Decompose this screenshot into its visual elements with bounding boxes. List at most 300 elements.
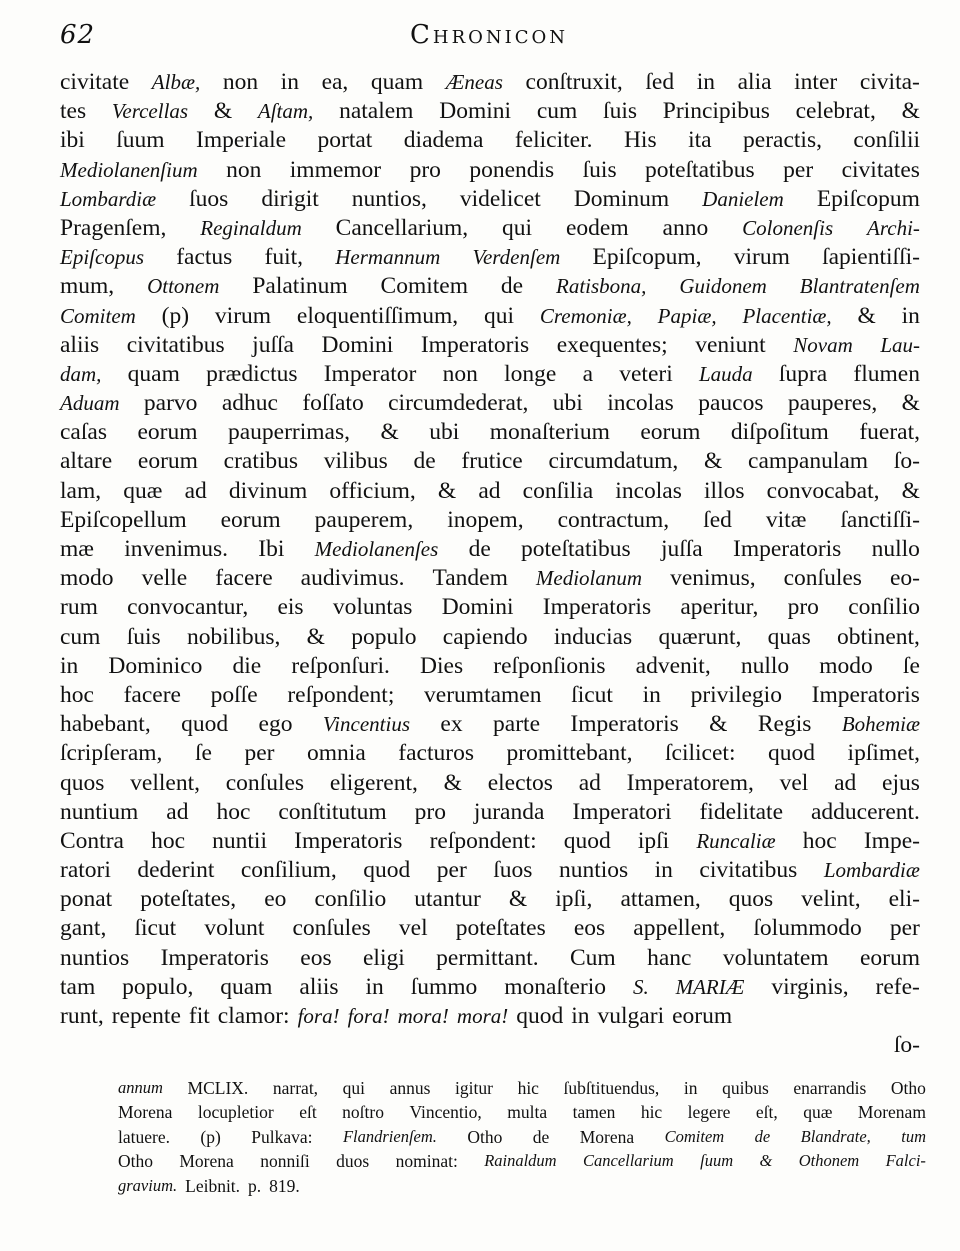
footnotes: [118, 1076, 926, 1198]
word: qui: [342, 1078, 366, 1098]
word: qui: [483, 302, 514, 329]
word: ſuis: [126, 623, 161, 650]
text-line: [60, 447, 920, 476]
word: officium,: [329, 477, 416, 504]
word: longe: [504, 360, 557, 387]
word: illos: [704, 477, 745, 504]
word: quos: [60, 769, 105, 796]
word: mum,: [60, 273, 115, 300]
word: &: [901, 390, 920, 417]
italic-word: Guidonem: [679, 274, 767, 299]
word: obtinent,: [837, 623, 920, 650]
word: Comitem: [380, 273, 469, 300]
word: promittebant,: [506, 740, 633, 767]
word: alia: [737, 69, 772, 95]
word: privilegio: [690, 681, 782, 708]
word: convocantur,: [127, 594, 249, 621]
word: &: [437, 477, 457, 504]
word: latuere.: [118, 1126, 170, 1147]
word: juſſa: [660, 536, 703, 562]
word: a: [582, 360, 593, 387]
word: ſanctiſſi-: [840, 506, 920, 533]
word: ratori: [60, 857, 111, 884]
word: quærunt,: [658, 623, 742, 650]
word: vel: [779, 769, 809, 796]
word: quæ: [123, 477, 163, 504]
word: flumen: [853, 360, 920, 387]
word: Leibnit.: [185, 1175, 241, 1196]
word: Principibus: [662, 98, 770, 125]
italic-word: fora!: [297, 1004, 340, 1028]
word: hoc: [151, 827, 186, 854]
word: modo: [60, 565, 114, 592]
word: ſed: [645, 69, 675, 95]
word: volunt: [204, 915, 265, 942]
footnote-line: [118, 1125, 926, 1149]
word: non: [442, 360, 478, 387]
word: Domini: [441, 594, 514, 621]
word: eo-: [889, 565, 920, 592]
word: Impe-: [863, 827, 920, 854]
word: &: [213, 98, 233, 125]
word: nominat:: [395, 1151, 458, 1172]
word: non: [226, 156, 262, 183]
word: Imperatoris: [294, 827, 403, 854]
word: adducerent.: [810, 798, 920, 825]
word: nullo: [740, 652, 790, 679]
word: cum: [536, 98, 578, 125]
word: ea,: [321, 69, 349, 95]
word: veniunt: [695, 331, 766, 358]
italic-word: Papiæ,: [657, 303, 717, 328]
word: legere: [687, 1102, 731, 1123]
word: &: [901, 98, 920, 125]
word: eos: [573, 915, 606, 942]
word: conſilium,: [240, 857, 337, 884]
italic-word: Cancellarium: [582, 1151, 674, 1171]
word: eli-: [888, 886, 920, 913]
word: ſuum: [116, 127, 165, 154]
word: Dominico: [108, 652, 203, 679]
italic-word: Blandrate,: [800, 1126, 871, 1146]
italic-word: Vincentius: [322, 712, 410, 737]
italic-word: &: [759, 1151, 773, 1171]
word: tes: [60, 98, 87, 125]
word: die: [232, 652, 262, 679]
word: conſules: [783, 565, 862, 592]
word: utantur: [414, 886, 481, 913]
word: fuerat,: [859, 419, 920, 446]
word: Morena: [579, 1126, 635, 1147]
word: nullo: [871, 536, 920, 562]
word: Morena: [118, 1102, 173, 1123]
word: foſſato: [302, 390, 364, 417]
word: ſe: [194, 740, 212, 767]
word: velle: [141, 565, 188, 592]
word: eos: [300, 944, 332, 971]
italic-word: Reginaldum: [200, 215, 302, 240]
word: narrat,: [272, 1078, 319, 1098]
word: virum: [214, 302, 272, 329]
word: pro: [414, 798, 446, 825]
word: invenimus.: [124, 536, 229, 562]
word: advenit,: [635, 652, 711, 679]
word: inter: [794, 69, 838, 95]
word: poteſtates,: [140, 886, 237, 913]
word: hoc: [802, 827, 837, 854]
word: prædictus: [206, 360, 298, 387]
word: eligi: [363, 944, 405, 971]
word: ad: [166, 798, 189, 825]
word: poteſtatibus: [521, 536, 631, 562]
word: circumdatum,: [548, 448, 679, 475]
italic-word: S.: [632, 974, 649, 999]
word: ſolummodo: [753, 915, 862, 942]
word: eligerent,: [329, 769, 418, 796]
word: altare: [60, 448, 113, 475]
word: conſilia: [522, 477, 594, 504]
word: quos: [728, 886, 774, 913]
word: eodem: [565, 214, 629, 241]
word: feliciter.: [514, 127, 593, 154]
word: eloquentiſſimum,: [296, 302, 459, 329]
word: attamen,: [620, 886, 701, 913]
word: pro: [787, 594, 819, 621]
word: facturos: [398, 740, 474, 767]
word: cratibus: [223, 448, 299, 475]
text-line: [60, 856, 920, 885]
text-line: [60, 652, 920, 681]
italic-word: Ratisbona,: [556, 274, 647, 299]
word: peractis,: [743, 127, 822, 154]
word: ad: [478, 477, 501, 504]
word: pauperem,: [314, 506, 414, 533]
word: facere: [215, 565, 273, 592]
word: Imperatoris: [542, 594, 652, 621]
word: ipſi,: [555, 886, 593, 913]
word: per: [783, 156, 814, 183]
word: fuit,: [264, 244, 304, 271]
word: Imperatoris: [160, 944, 269, 971]
text-line: [60, 593, 920, 622]
word: civitate: [60, 69, 130, 95]
word: Otho: [467, 1126, 503, 1147]
word: in: [654, 857, 673, 884]
word: clamor:: [217, 1003, 290, 1029]
italic-word: Colonenſis: [742, 215, 834, 240]
word: MCLIX.: [187, 1078, 249, 1098]
text-line: [60, 681, 920, 710]
text-line: [60, 973, 920, 1002]
word: cum: [60, 623, 101, 650]
word: Imperiale: [196, 127, 287, 154]
text-line: [60, 1002, 920, 1031]
word: electos: [487, 769, 553, 796]
running-title: Chronicon: [410, 20, 569, 50]
word: de: [413, 448, 436, 475]
text-line: [60, 798, 920, 827]
word: annus: [389, 1078, 431, 1098]
italic-word: Lombardiæ: [60, 186, 157, 211]
word: diadema: [403, 127, 484, 154]
word: fit: [188, 1003, 210, 1029]
word: eorum: [137, 448, 198, 475]
italic-word: MARIÆ: [675, 974, 745, 999]
running-head: [60, 20, 920, 60]
word: reſpondent:: [429, 827, 537, 854]
word: ſicut: [134, 915, 177, 942]
word: vitæ: [765, 506, 807, 533]
word: Contra: [60, 827, 124, 854]
word: ſed: [703, 506, 732, 533]
italic-word: Vercellas: [111, 99, 189, 124]
italic-word: annum: [118, 1078, 163, 1097]
word: videlicet: [459, 185, 541, 212]
footnote-line: [118, 1174, 926, 1198]
italic-word: Hermannum: [335, 245, 441, 270]
word: circumdederat,: [388, 390, 529, 417]
word: in: [365, 973, 384, 1000]
italic-word: Cremoniæ,: [539, 303, 632, 328]
word: in: [642, 681, 661, 708]
word: reſponſionis: [493, 652, 606, 679]
word: divinum: [228, 477, 308, 504]
word: Imperatoris: [733, 536, 842, 562]
word: Dies: [420, 652, 464, 679]
word: ponendis: [469, 156, 555, 183]
italic-word: tum: [901, 1126, 926, 1146]
text-line: [60, 535, 920, 564]
italic-word: Bohemiæ: [841, 712, 920, 737]
word: quod: [181, 711, 229, 738]
word: Ibi: [258, 536, 285, 562]
italic-word: fora!: [347, 1004, 390, 1028]
word: per: [436, 857, 467, 884]
word: conſilii: [853, 127, 920, 154]
word: eorum: [672, 1003, 733, 1029]
word: Otho: [118, 1151, 153, 1172]
word: ſo-: [893, 448, 920, 475]
word: quam: [220, 973, 273, 1000]
italic-word: dam,: [60, 361, 102, 386]
word: dederint: [137, 857, 215, 884]
word: reſponſuri.: [291, 652, 390, 679]
text-line: [60, 769, 920, 798]
word: populo: [351, 623, 417, 650]
word: nuntios: [60, 944, 130, 971]
word: modo: [819, 652, 873, 679]
word: aliis: [60, 331, 100, 358]
word: His: [623, 127, 657, 154]
text-line: [60, 68, 920, 97]
word: civita-: [859, 69, 920, 95]
word: factus: [176, 244, 233, 271]
text-line: [60, 885, 920, 914]
text-line: [60, 126, 920, 155]
word: per: [889, 915, 920, 942]
text-line: [60, 360, 920, 389]
word: ita: [688, 127, 712, 154]
italic-word: Lauda: [698, 361, 753, 386]
word: ſuos: [493, 857, 533, 884]
footnote-line: [118, 1076, 926, 1100]
italic-word: Aduam: [60, 391, 120, 416]
italic-word: gravium.: [118, 1175, 178, 1195]
word: in: [696, 69, 715, 95]
italic-word: Archi-: [867, 215, 920, 240]
word: Imperatoris: [570, 711, 679, 738]
italic-word: mora!: [456, 1004, 509, 1028]
word: caſas: [60, 419, 107, 446]
word: Morena: [179, 1151, 234, 1172]
word: eorum: [220, 506, 281, 533]
italic-word: Albæ,: [151, 70, 201, 94]
word: hoc: [216, 798, 251, 825]
word: &: [306, 623, 325, 650]
word: ipſimet,: [847, 740, 920, 767]
word: ejus: [882, 769, 920, 796]
word: permittant.: [436, 944, 539, 971]
word: hic: [640, 1102, 663, 1123]
italic-word: Novam: [793, 332, 853, 357]
word: conſtruxit,: [525, 69, 623, 95]
word: hic: [517, 1078, 539, 1098]
word: &: [443, 769, 462, 796]
word: ſe: [902, 652, 920, 679]
word: pro: [409, 156, 441, 183]
word: ſapientiſſi-: [822, 244, 920, 271]
word: Pulkava:: [251, 1126, 313, 1147]
word: eorum: [137, 419, 198, 446]
word: in: [683, 1078, 698, 1098]
word: reſpondent;: [287, 681, 395, 708]
word: incolas: [607, 390, 674, 417]
italic-word: mora!: [397, 1004, 449, 1028]
word: Morenam: [857, 1102, 926, 1123]
word: &: [380, 419, 399, 446]
word: runt,: [60, 1003, 104, 1029]
word: vilibus: [323, 448, 388, 475]
word: (p): [200, 1126, 221, 1147]
text-line: [60, 272, 920, 301]
word: de: [468, 536, 491, 562]
word: ipſi: [637, 827, 670, 854]
word: quas: [767, 623, 811, 650]
word: ubi: [552, 390, 583, 417]
word: frutice: [461, 448, 523, 475]
word: dirigit: [261, 185, 319, 212]
word: ego: [258, 711, 293, 738]
word: exequentes;: [556, 331, 668, 358]
word: lam,: [60, 477, 102, 504]
word: convocabat,: [766, 477, 880, 504]
word: Epiſcopellum: [60, 506, 187, 533]
word: aliis: [299, 973, 339, 1000]
word: ibi: [60, 127, 85, 154]
italic-word: Ottonem: [147, 274, 220, 299]
word: conſules: [225, 769, 305, 796]
word: immemor: [289, 156, 382, 183]
word: ad: [834, 769, 857, 796]
text-line: [60, 506, 920, 535]
word: pauperes,: [787, 390, 878, 417]
word: in: [280, 69, 299, 95]
word: nuntii: [212, 827, 267, 854]
word: repente: [111, 1003, 181, 1029]
word: vel: [398, 915, 428, 942]
word: eis: [277, 594, 304, 621]
word: diſpoſitum: [730, 419, 829, 446]
word: paucos: [698, 390, 764, 417]
italic-word: Placentiæ,: [742, 303, 832, 328]
italic-word: Epiſcopus: [60, 245, 144, 270]
text-line: [60, 331, 920, 360]
word: Imperatoris: [420, 331, 530, 358]
word: in: [571, 1003, 590, 1029]
text-line: [60, 914, 920, 943]
word: audivimus.: [300, 565, 405, 592]
word: gant,: [60, 915, 107, 942]
word: multa: [507, 1102, 548, 1123]
word: nobilibus,: [187, 623, 281, 650]
word: juſſa: [252, 331, 294, 358]
word: ſuos: [189, 185, 229, 212]
word: aperitur,: [680, 594, 759, 621]
word: (p): [161, 302, 190, 329]
word: conſilio: [848, 594, 920, 621]
word: in: [60, 652, 79, 679]
word: portat: [317, 127, 373, 154]
word: parvo: [143, 390, 198, 417]
word: quibus: [722, 1078, 769, 1098]
word: per: [244, 740, 275, 767]
word: inopem,: [447, 506, 524, 533]
text-line: [60, 243, 920, 272]
word: igitur: [455, 1078, 493, 1098]
word: virum: [733, 244, 790, 271]
word: juranda: [473, 798, 545, 825]
word: Epiſcopum,: [592, 244, 702, 271]
word: civitatibus: [126, 331, 225, 358]
catchword-line: [60, 1031, 920, 1060]
word: campanulam: [748, 448, 869, 475]
word: virginis,: [771, 973, 849, 1000]
word: Imperatori: [572, 798, 672, 825]
italic-word: Othonem: [798, 1151, 860, 1171]
italic-word: Æneas: [445, 70, 503, 94]
word: Dominum: [573, 185, 670, 212]
word: habebant,: [60, 711, 151, 738]
text-line: [60, 944, 920, 973]
word: facere: [123, 681, 181, 708]
word: Imperatoris: [811, 681, 920, 708]
word: hanc: [647, 944, 692, 971]
word: quod: [563, 827, 611, 854]
word: non: [222, 69, 259, 95]
text-line: [60, 97, 920, 126]
word: incolas: [615, 477, 682, 504]
word: nuntios: [558, 857, 629, 884]
word: &: [709, 711, 728, 738]
italic-word: Lau-: [880, 332, 920, 357]
word: inducias: [553, 623, 633, 650]
word: nuntios,: [351, 185, 427, 212]
italic-word: Mediolanenſium: [60, 157, 198, 182]
word: quod: [516, 1003, 564, 1029]
word: tamen: [572, 1102, 616, 1123]
word: mæ: [60, 536, 94, 562]
italic-word: Rainaldum: [484, 1151, 557, 1171]
